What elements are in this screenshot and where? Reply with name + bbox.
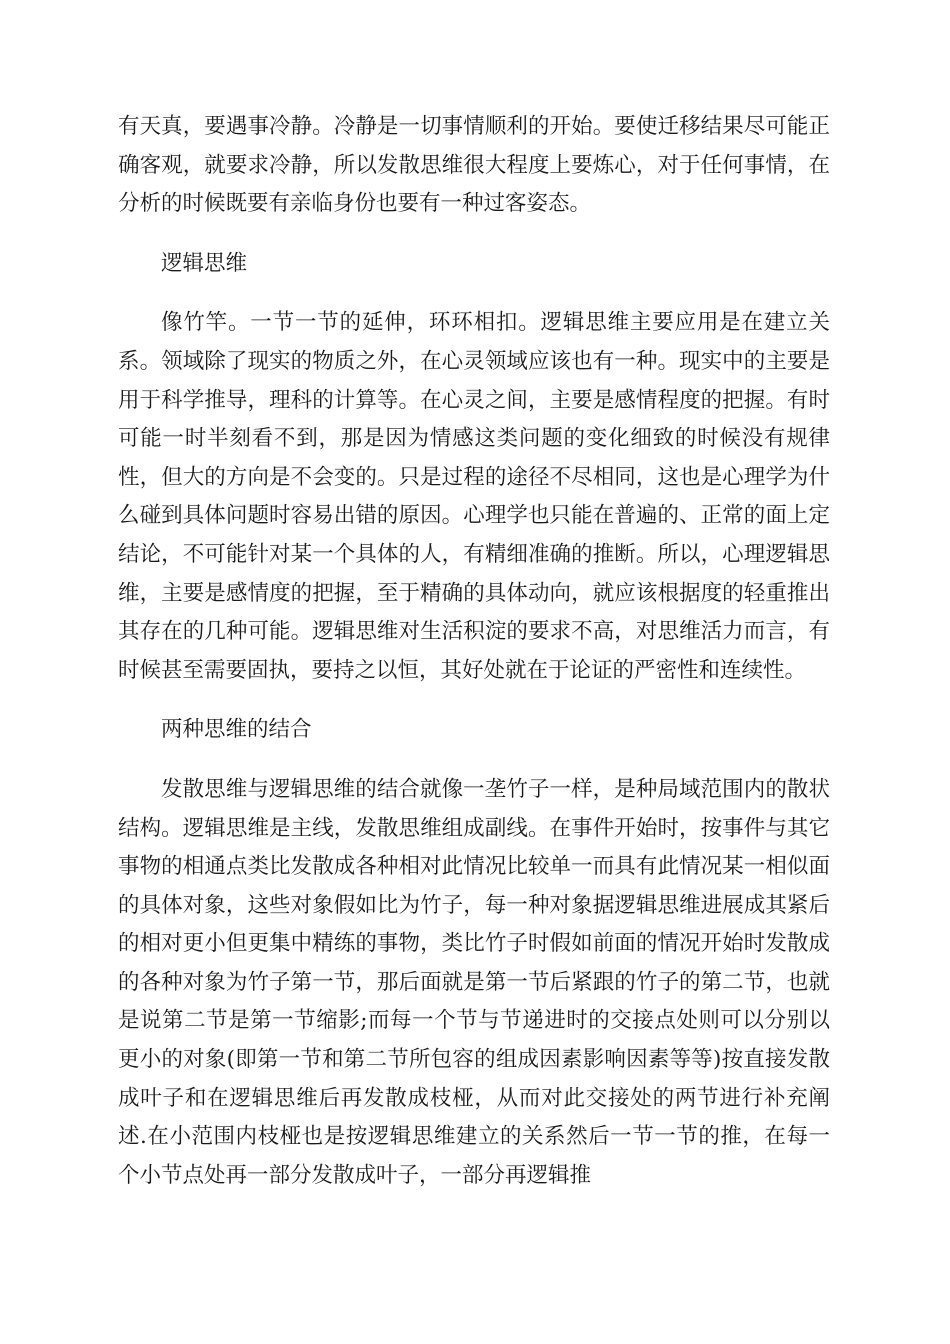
document-body <box>118 108 830 1216</box>
heading-combination: 两种思维的结合 <box>161 717 312 743</box>
paragraph-combination: 发散思维与逻辑思维的结合就像一垄竹子一样，是种局域范围内的散状结构。逻辑思维是主线，发散思维组成副线。在事件开始时，按事件与其它事物的相通点类比发散成各种相对此情况比较单一而具有此情况某一相似面的具体对象，这些对象假如比为竹子，每一种对象据逻辑思维进展成其紧后的相对更小但更集中精练的事物，类比竹子时假如前面的情况开始时发散成的各种对象为竹子第一节，那后面就是第一节后紧跟的竹子的第二节，也就是说第二节是第一节缩影;而每一个节与节递进时的交接点处则可以分别以更小的对象(即第一节和第二节所包容的组成因素影响因素等等)按直接发散成叶子和在逻辑思维后再发散成枝桠，从而对此交接处的两节进行补充阐述.在小范围内枝桠也是按逻辑思维建立的关系然后一节一节的推，在每一个小节点处再一部分发散成叶子，一部分再逻辑推 <box>118 776 830 1188</box>
paragraph-divergent-thinking-end: 有天真，要遇事冷静。冷静是一切事情顺利的开始。要使迁移结果尽可能正确客观，就要求冷静，所以发散思维很大程度上要炼心，对于任何事情，在分析的时候既要有亲临身份也要有一种过客姿态。 <box>118 114 830 217</box>
paragraph-logical-thinking: 像竹竿。一节一节的延伸，环环相扣。逻辑思维主要应用是在建立关系。领域除了现实的物质之外，在心灵领域应该也有一种。现实中的主要是用于科学推导，理科的计算等。在心灵之间，主要是感情程度的把握。有时可能一时半刻看不到，那是因为情感这类问题的变化细致的时候没有规律性，但大的方向是不会变的。只是过程的途径不尽相同，这也是心理学为什么碰到具体问题时容易出错的原因。心理学也只能在普遍的、正常的面上定结论，不可能针对某一个具体的人，有精细准确的推断。所以，心理逻辑思维，主要是感情度的把握，至于精确的具体动向，就应该根据度的轻重推出其存在的几种可能。逻辑思维对生活积淀的要求不高，对思维活力而言，有时候甚至需要固执，要持之以恒，其好处就在于论证的严密性和连续性。 <box>118 310 830 683</box>
heading-logical-thinking: 逻辑思维 <box>161 250 248 276</box>
